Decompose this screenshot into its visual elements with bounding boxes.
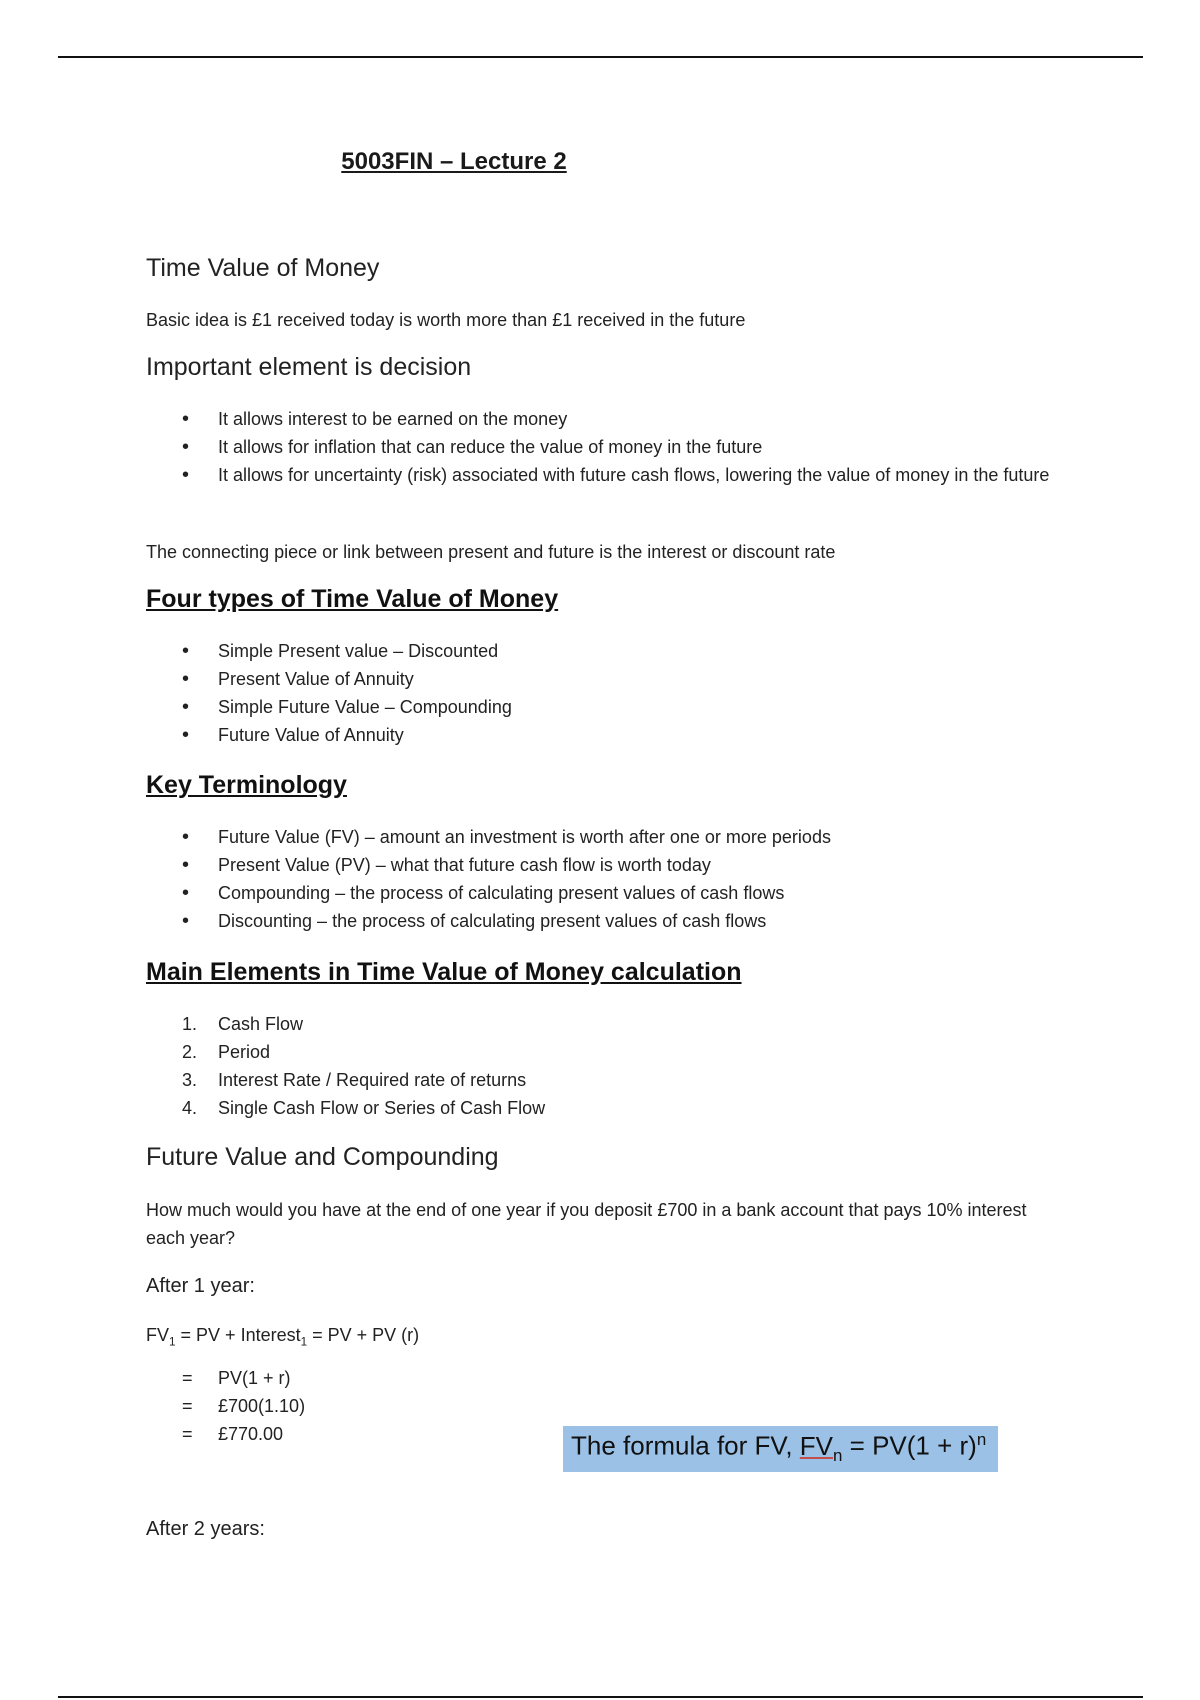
bullet-icon — [182, 823, 204, 851]
list-item: • It allows for inflation that can reduce the value of money in the future — [146, 433, 1086, 461]
bullet-icon — [182, 907, 204, 935]
bottom-rule — [58, 1696, 1143, 1698]
list-item: • It allows interest to be earned on the money — [146, 405, 1086, 433]
equation-step: = £700(1.10) — [182, 1396, 306, 1416]
formula-highlight: The formula for FV, $FV_n = PV(1 + r)^n$ — [563, 1426, 998, 1472]
list-number: 4. — [182, 1098, 198, 1118]
list-item: • Future Value (FV) – amount an investment is worth after one or more periods — [146, 823, 1066, 851]
page-title: 5003FIN – Lecture 2 — [341, 148, 567, 175]
list-important-element — [146, 405, 1086, 489]
equation-fv1: $FV_1$ = PV + Interest$_1$ = PV + PV (r) — [146, 1325, 420, 1349]
bullet-icon — [182, 693, 204, 721]
bullet-icon — [182, 433, 204, 461]
bullet-icon — [182, 637, 204, 665]
equation-step: = £770.00 — [182, 1424, 284, 1444]
list-four-types — [146, 637, 1046, 749]
list-item: 1. Cash Flow — [146, 1010, 1046, 1038]
heading-main-elements: Main Elements in Time Value of Money calculation — [146, 958, 742, 986]
equation-steps — [146, 1364, 546, 1448]
bullet-icon — [182, 461, 204, 489]
list-key-terminology — [146, 823, 1066, 935]
bullet-icon — [182, 665, 204, 693]
heading-four-types: Four types of Time Value of Money — [146, 585, 559, 613]
paragraph-deposit-question: How much would you have at the end of one year if you deposit £700 in a bank account that pays 10% interest each year? — [146, 1200, 1027, 1248]
list-number: 1. — [182, 1014, 198, 1034]
list-item: • Future Value of Annuity — [146, 721, 1046, 749]
list-item: 3. Interest Rate / Required rate of returns — [146, 1066, 1046, 1094]
list-item: • Compounding – the process of calculating present values of cash flows — [146, 879, 1066, 907]
bullet-icon — [182, 721, 204, 749]
list-item: 2. Period — [146, 1038, 1046, 1066]
paragraph-connecting-link: The connecting piece or link between present and future is the interest or discount rate — [146, 542, 836, 562]
heading-time-value: Time Value of Money — [146, 254, 380, 282]
top-rule — [58, 56, 1143, 58]
list-number: 2. — [182, 1042, 198, 1062]
paragraph-basic-idea: Basic idea is £1 received today is worth more than £1 received in the future — [146, 310, 746, 330]
list-item: • Present Value (PV) – what that future cash flow is worth today — [146, 851, 1066, 879]
bullet-icon — [182, 405, 204, 433]
heading-future-value: Future Value and Compounding — [146, 1143, 499, 1171]
label-after-1-year: After 1 year: — [146, 1275, 255, 1297]
equation-step: = PV(1 + r) — [182, 1368, 291, 1388]
list-item: • It allows for uncertainty (risk) associated with future cash flows, lowering the value of money in the future — [146, 461, 1086, 489]
bullet-icon — [182, 851, 204, 879]
list-item: • Present Value of Annuity — [146, 665, 1046, 693]
label-after-2-years: After 2 years: — [146, 1518, 265, 1540]
list-item: • Discounting – the process of calculating present values of cash flows — [146, 907, 1066, 935]
list-main-elements — [146, 1010, 1046, 1122]
list-number: 3. — [182, 1070, 198, 1090]
list-item: • Simple Future Value – Compounding — [146, 693, 1046, 721]
bullet-icon — [182, 879, 204, 907]
heading-important-element: Important element is decision — [146, 353, 472, 381]
heading-key-terminology: Key Terminology — [146, 771, 347, 799]
list-item: • Simple Present value – Discounted — [146, 637, 1046, 665]
list-item: 4. Single Cash Flow or Series of Cash Flow — [146, 1094, 1046, 1122]
